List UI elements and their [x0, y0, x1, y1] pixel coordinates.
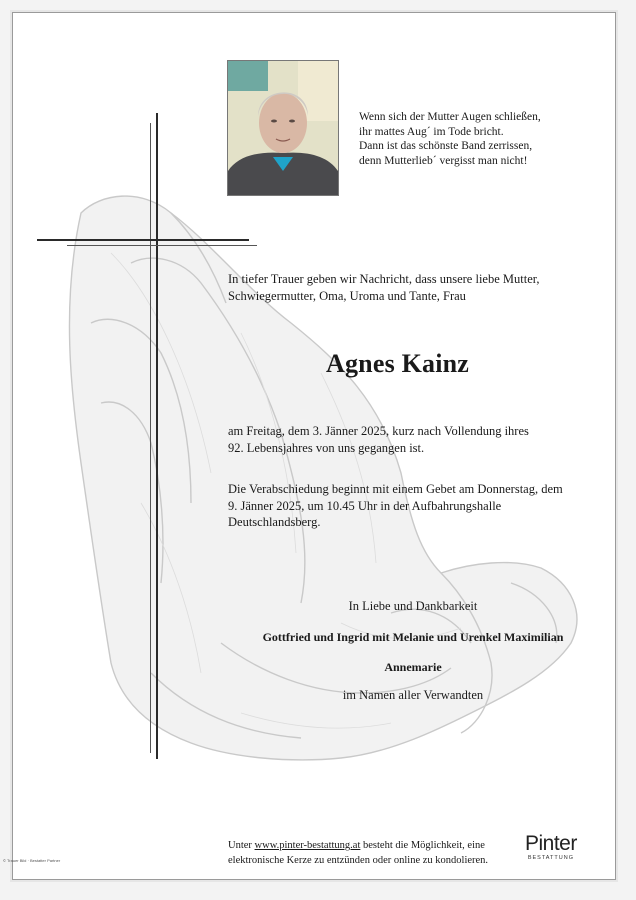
death-notice [228, 423, 529, 456]
death-line: am Freitag, dem 3. Jänner 2025, kurz nach Vollendung ihres [228, 424, 529, 438]
cross-vertical-shadow [150, 123, 151, 753]
logo-subtitle: BESTATTUNG [527, 855, 575, 861]
portrait-photo [227, 60, 339, 196]
poem-line: ihr mattes Aug´ im Tode bricht. [359, 125, 504, 138]
cross-vertical-beam [156, 113, 158, 759]
obituary-page [12, 12, 616, 880]
closing-love: In Liebe und Dankbarkeit [348, 599, 478, 613]
cross-horizontal-beam [37, 239, 249, 241]
closing-other-mourner: Annemarie [384, 660, 442, 674]
poem-line: Wenn sich der Mutter Augen schließen, [359, 111, 541, 123]
deceased-name: Agnes Kainz [326, 349, 470, 378]
farewell-line: Deutschlandsberg. [228, 515, 321, 529]
poem-line: denn Mutterlieb´ vergisst man nicht! [359, 154, 528, 167]
image-credit: © Trauer Bild · Bestatter Partner [3, 858, 61, 863]
intro-line: In tiefer Trauer geben wir Nachricht, dass unsere liebe Mutter, [228, 272, 540, 286]
footer-suffix: besteht die Möglichkeit, eine [360, 840, 485, 851]
farewell-line: 9. Jänner 2025, um 10.45 Uhr in der Aufbahrungshalle [228, 498, 502, 513]
website-link[interactable]: www.pinter-bestattung.at [254, 840, 361, 851]
praying-hands-illustration [41, 173, 601, 773]
poem [359, 110, 609, 168]
logo-wordmark: Pinter [525, 832, 577, 855]
farewell-info [228, 481, 563, 531]
intro-text [228, 271, 540, 304]
closing-relatives: im Namen aller Verwandten [342, 688, 484, 702]
poem-line: Dann ist das schönste Band zerrissen, [359, 140, 533, 152]
pinter-logo [525, 832, 577, 861]
farewell-line: Die Verabschiedung beginnt mit einem Gebet am Donnerstag, dem [228, 482, 563, 496]
cross-horizontal-shadow [67, 245, 257, 246]
death-line: 92. Lebensjahres von uns gegangen ist. [228, 440, 425, 455]
closing-family: Gottfried und Ingrid mit Melanie und Urenkel Maximilian [262, 630, 564, 644]
footer-line-2: elektronische Kerze zu entzünden oder online zu kondolieren. [228, 855, 489, 866]
intro-line: Schwiegermutter, Oma, Uroma und Tante, Frau [228, 288, 466, 303]
footer-note [228, 838, 488, 868]
footer-prefix: Unter [228, 840, 255, 851]
